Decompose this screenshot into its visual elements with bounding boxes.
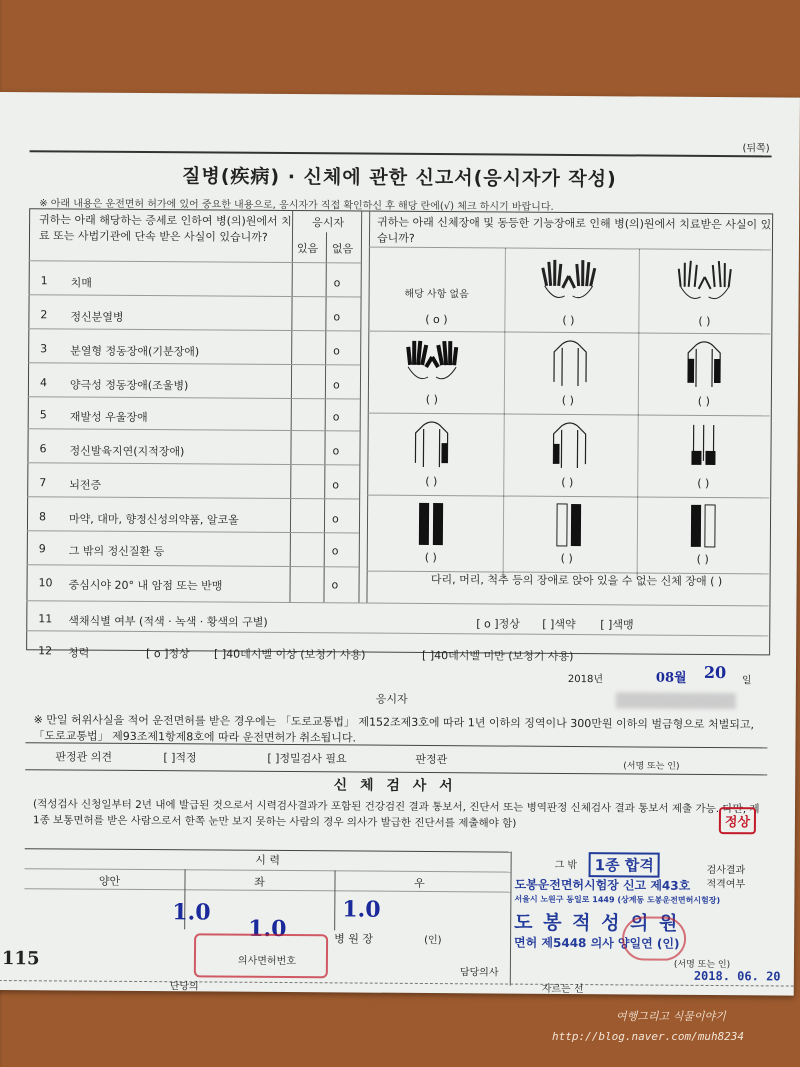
vision-label: 시 력 xyxy=(255,853,281,867)
condition-label: 정신분열병 xyxy=(70,310,124,324)
condition-mark[interactable]: o xyxy=(332,378,340,392)
witness-header: 응시자 xyxy=(312,216,345,230)
disability-mark[interactable]: ( ) xyxy=(425,474,438,489)
disability-mark[interactable]: ( ) xyxy=(561,475,574,490)
left-eye-label: 좌 xyxy=(254,875,265,889)
hearing-under40-option[interactable]: [ ]40데시벨 미만 (보청기 사용) xyxy=(422,648,574,664)
disability-mark[interactable]: ( ) xyxy=(697,394,710,408)
exam-sign: (서명 또는 인) xyxy=(673,959,731,971)
judge-sign: (서명 또는 인) xyxy=(623,761,680,772)
disability-mark[interactable]: ( ) xyxy=(560,551,573,566)
watermark-url[interactable]: http://blog.naver.com/muh8234 xyxy=(552,1030,745,1043)
condition-mark[interactable]: o xyxy=(331,544,339,558)
left-question: 귀하는 아래 해당하는 증세로 인하여 병(의)원에서 치료 또는 사법기관에 단속 받은 사실이 있습니까? xyxy=(38,213,292,244)
condition-label: 정신발육지연(지적장애) xyxy=(69,444,185,459)
hospital-head-label: 병 원 장 xyxy=(334,932,374,946)
both-eyes-label: 양안 xyxy=(98,874,121,888)
hands-palms-icon xyxy=(402,337,462,389)
torso-arms-icon xyxy=(540,338,600,390)
date-day: 20 xyxy=(703,662,727,683)
opinion-exam-option[interactable]: [ ]정밀검사 필요 xyxy=(267,751,347,766)
footer-right-label: 자르는 선 xyxy=(541,983,584,996)
form-paper xyxy=(0,92,800,996)
torso-left-arm-icon xyxy=(401,419,461,471)
left-eye-value: 1.0 xyxy=(248,915,287,943)
applicant-label: 응시자 xyxy=(375,692,408,706)
condition-num: 2 xyxy=(40,308,48,322)
yes-header: 있음 xyxy=(296,242,319,256)
form-title: 질병(疾病) · 신체에 관한 신고서(응시자가 작성) xyxy=(181,165,617,191)
hospital-stamp: 도 봉 적 성 의 원 xyxy=(514,911,680,935)
row11-label: 색채식별 여부 (적색 · 녹색 · 황색의 구별) xyxy=(68,614,268,629)
condition-label: 분열형 정동장애(기분장애) xyxy=(70,344,200,359)
condition-label: 마약, 대마, 향정신성의약품, 알코올 xyxy=(68,512,239,527)
applicant-name-redacted xyxy=(616,692,736,709)
col-divider xyxy=(510,852,512,986)
condition-num: 7 xyxy=(39,476,47,490)
watermark-title: 여행그리고 식물이야기 xyxy=(616,1010,726,1023)
right-eye-value: 1.0 xyxy=(342,896,381,923)
legs-right-icon xyxy=(673,501,733,553)
row12-label: 청력 xyxy=(68,646,90,660)
color-blind-option[interactable]: [ ]색맹 xyxy=(600,618,634,632)
condition-label: 재발성 우울장애 xyxy=(69,410,148,425)
disability-mark[interactable]: ( ) xyxy=(698,314,711,328)
exam-seal-stamp: 정상 xyxy=(719,807,756,834)
hearing-over40-option[interactable]: [ ]40데시벨 이상 (보청기 사용) xyxy=(214,647,366,662)
condition-mark[interactable]: o xyxy=(332,444,340,458)
other-label: 그 밖 xyxy=(554,859,578,872)
condition-label: 뇌전증 xyxy=(69,478,102,492)
hands-fingers-icon xyxy=(675,257,735,309)
opinion-fit-option[interactable]: [ ]적정 xyxy=(163,751,197,765)
condition-num: 3 xyxy=(40,342,48,356)
exam-body: (적성검사 신청일부터 2년 내에 발급된 것으로서 시력검사결과가 포함된 건강검진 결과 통보서, 진단서 또는 병역판정 신체검사 결과 통보서 제출 가능. 다만, 제1종 보통면허를 받은 사람으로서 한쪽 눈만 보지 못하는 사람의 경우 의사가 발급한 진단서를 제출해야 함) xyxy=(32,798,760,830)
date-year: 2018년 xyxy=(567,673,604,686)
red-seal-icon xyxy=(194,933,328,978)
condition-label: 양극성 정동장애(조울병) xyxy=(69,378,189,393)
other-disability[interactable]: 다리, 머리, 척추 등의 장애로 앉아 있을 수 없는 신체 장애 ( ) xyxy=(430,573,723,589)
hearing-normal-option[interactable]: [ o ]정상 xyxy=(146,647,190,661)
torso-arms-shaded-icon xyxy=(674,339,734,391)
top-rule xyxy=(30,150,772,157)
date-month: 08월 xyxy=(655,670,687,686)
side-label: (뒤쪽) xyxy=(742,143,770,155)
warning-text: ※ 만일 허위사실을 적어 운전면허를 받은 경우에는 「도로교통법」 제152조제3호에 따라 1년 이하의 징역이나 300만원 이하의 벌금형으로 처벌되고, 「도로교통법」 제93조제1항제8호에 따라 운전면허가 취소됩니다. xyxy=(33,713,755,745)
no-header: 없음 xyxy=(331,242,354,256)
legs-full-icon xyxy=(401,499,461,551)
footer-left-label: 단당의 xyxy=(169,981,199,993)
condition-num: 9 xyxy=(38,542,46,556)
condition-mark[interactable]: o xyxy=(333,310,341,324)
disability-mark[interactable]: ( ) xyxy=(561,393,574,408)
result-label: 검사결과 xyxy=(706,864,746,877)
condition-mark[interactable]: o xyxy=(333,344,340,358)
condition-num: 4 xyxy=(39,376,48,390)
address-stamp: 서울시 노원구 동일로 1449 (상계동 도봉운전면허시험장) xyxy=(514,894,721,906)
doctor-license-label: 의사면허번호 xyxy=(237,955,296,968)
legs-left-icon xyxy=(539,500,599,552)
hands-both-missing-icon xyxy=(539,256,599,308)
disability-mark[interactable]: ( ) xyxy=(696,552,709,566)
center-stamp: 도봉운전면허시험장 신고 제43호 xyxy=(514,877,691,893)
condition-label: 중심시야 20° 내 암점 또는 반맹 xyxy=(68,578,223,593)
instruction-note: ※ 아래 내용은 운전면허 허가에 있어 중요한 내용으로, 응시자가 직접 확인하신 후 해당 란에(√) 체크 하시기 바랍니다. xyxy=(39,198,554,213)
condition-num: 10 xyxy=(38,576,53,590)
date-stamp: 2018. 06. 20 xyxy=(693,968,781,984)
attending-label: 담당의사 xyxy=(459,967,499,979)
none-applicable-mark[interactable]: ( o ) xyxy=(425,312,448,327)
red-round-seal-icon xyxy=(622,916,686,960)
right-question: 귀하는 아래 신체장애 및 동등한 기능장애로 인해 병(의)원에서 치료받은 사실이 있습니까? xyxy=(376,215,772,245)
legs-feet-icon xyxy=(673,421,733,473)
right-eye-label: 우 xyxy=(414,876,425,890)
disability-mark[interactable]: ( ) xyxy=(425,392,438,407)
row11-num: 11 xyxy=(38,612,53,626)
date-day-suffix: 일 xyxy=(741,675,752,687)
condition-mark[interactable]: o xyxy=(332,478,340,492)
disability-mark[interactable]: ( ) xyxy=(562,313,575,328)
color-normal-option[interactable]: [ o ]정상 xyxy=(476,617,520,631)
condition-mark[interactable]: o xyxy=(333,276,341,290)
page-number: 115 xyxy=(1,948,40,970)
color-weak-option[interactable]: [ ]색약 xyxy=(542,617,576,632)
exam-title: 신 체 검 사 서 xyxy=(333,777,457,795)
pass-label: 적격여부 xyxy=(706,878,746,891)
both-eyes-value: 1.0 xyxy=(172,899,211,926)
condition-mark[interactable]: o xyxy=(332,410,340,424)
license-stamp: 면허 제5448 의사 양일연 (인) xyxy=(514,935,680,951)
condition-num: 1 xyxy=(40,274,48,288)
condition-mark[interactable]: o xyxy=(331,578,339,592)
disability-mark[interactable]: ( ) xyxy=(697,476,710,490)
condition-label: 그 밖의 정신질환 등 xyxy=(68,544,165,559)
row12-num: 12 xyxy=(38,644,53,658)
judge-label: 판정관 xyxy=(415,752,448,767)
condition-num: 6 xyxy=(39,442,47,456)
none-applicable-label: 해당 사항 없음 xyxy=(404,288,469,301)
condition-mark[interactable]: o xyxy=(331,512,339,526)
judge-opinion-label: 판정관 의견 xyxy=(55,750,113,764)
torso-right-arm-icon xyxy=(539,420,599,472)
hospital-seal: (인) xyxy=(424,934,442,947)
pass-stamp: 1종 합격 xyxy=(589,852,660,877)
condition-label: 치매 xyxy=(70,276,92,290)
condition-num: 5 xyxy=(39,408,47,422)
disability-mark[interactable]: ( ) xyxy=(424,550,437,565)
condition-num: 8 xyxy=(38,510,47,524)
